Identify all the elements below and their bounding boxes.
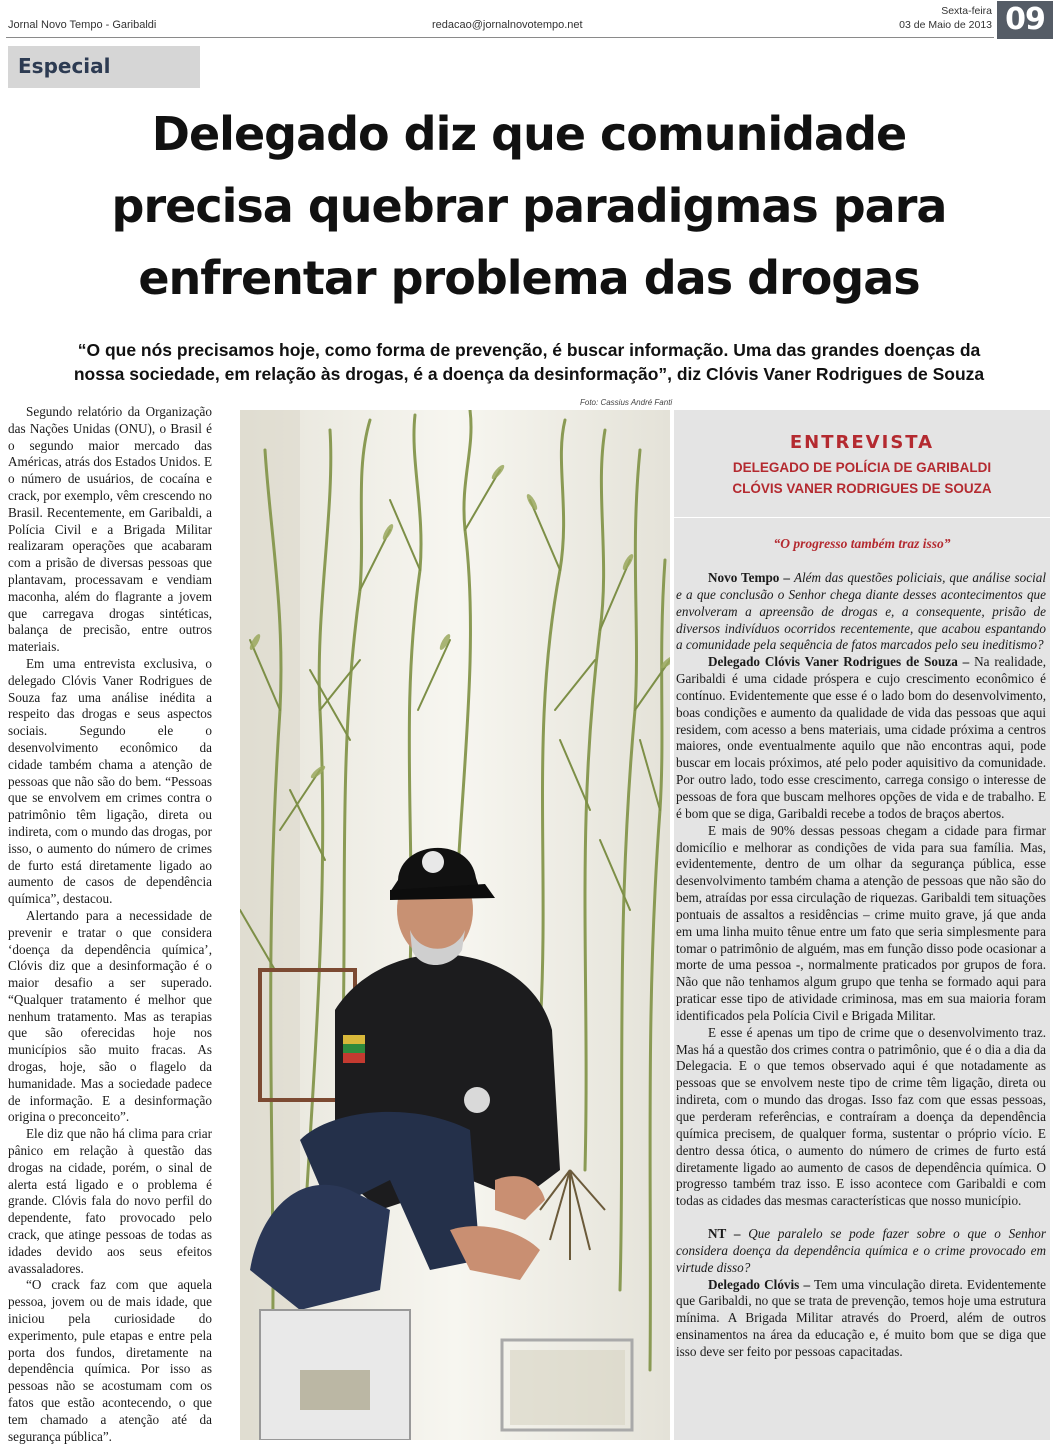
question-text: Que paralelo se pode fazer sobre o que o Senhor considera doença da dependência química e o crime provocado em virtude disso? [676, 1226, 1046, 1275]
header-divider [6, 37, 994, 38]
answer [676, 654, 1046, 822]
interview-title: ENTREVISTA [789, 432, 935, 453]
headline-line: Delegado diz que comunidade [151, 107, 907, 161]
page-header [0, 0, 1058, 40]
interview-subtitle [674, 457, 1050, 499]
article-paragraph: “O crack faz com que aquela pessoa, jovem ou de mais idade, que iniciou pela curiosidade do experimento, pule etapas e entre pela porta dos fundos, diretamente na dependência química. Por isso as pessoas não se acostumam com os fatos que estão acontecendo, o que tem chamado a atenção até da segurança pública”. [8, 1277, 212, 1444]
section-tag [8, 46, 200, 88]
answer-text: Tem uma vinculação direta. Evidentemente que Garibaldi, no que se trata de prevenção, temos hoje uma estrutura mínima. A Brigada Militar através do Proerd, além de outros ensinamentos na área da educação e, é muito bom que se diga que isso deve ser feito por pessoas capacitadas. [676, 1276, 1046, 1359]
headline-line: enfrentar problema das drogas [138, 251, 920, 305]
article-paragraph: Alertando para a necessidade de prevenir e tratar o que considera ‘doença da dependência química’, Clóvis diz que a desinformação é o maior desafio a ser superado. “Qualquer tratamento é melhor que nenhum tratamento. Mas as terapias que são oferecidas hoje nos municípios são muito fracas. As drogas, hoje, são o flagelo da humanidade. Mas a sociedade padece de informação. E a desinformação origina o preconceito”. [8, 907, 212, 1125]
interview-box [674, 410, 1050, 1440]
speaker: Delegado Clóvis Vaner Rodrigues de Souza – [708, 654, 970, 670]
deck-line: nossa sociedade, em relação às drogas, é a doença da desinformação”, diz Clóvis Vaner Rodrigues de Souza [73, 364, 985, 384]
interview-divider [674, 517, 1050, 518]
article-photo [240, 410, 670, 1440]
answer-text: Na realidade, Garibaldi é uma cidade próspera e cujo crescimento econômico é contínuo. Evidentemente que esse é o lado bom do desenvolvimento, boas condições e aumento da qualidade de vida das pessoas que aqui residem, com acesso a bens materiais, uma cidade próxima a centros maiores, onde eventualmente aquilo que não encontras aqui, pode buscar em locais próximos, até pelo poder aquisitivo da comunidade. Por outro lado, todo esse crescimento, carrega consigo o interesse de pessoas de fora que buscam melhores opções de vida e de trabalho. E é bom que se diga, Garibaldi recebe a todos de braços abertos. [676, 654, 1046, 821]
deck-line: “O que nós precisamos hoje, como forma de prevenção, é buscar informação. Uma das grandes doenças da [77, 340, 981, 360]
answer-paragraph: E esse é apenas um tipo de crime que o desenvolvimento traz. Mas há a questão dos crimes contra o patrimônio, que é o dia a dia da Delegacia. E o que temos observado aqui é que notadamente as pessoas que se envolvem neste tipo de crime têm ligação, direta ou indireta, com o mundo das drogas. Isso faz com que essas pessoas, que perderam referências, e contraíram a doença da dependência química precisem, de qualquer forma, sustentar o próprio vício. E dentro dessa ótica, o aumento do número de crimes de furto está diretamente ligado ao aumento de casos de dependência química. O progresso também traz isso. E isso acontece com Garibaldi e com todas as cidades das mesmas características que nosso município. [676, 1024, 1046, 1209]
article-paragraph: Em uma entrevista exclusiva, o delegado Clóvis Vaner Rodrigues de Souza faz uma análise inédita a respeito das drogas e seus aspectos sociais. Segundo ele o desenvolvimento econômico da cidade também chama a atenção de pessoas que não são do bem. “Pessoas que se envolvem em crimes contra o patrimônio têm ligação, direta ou indireta, com o mundo das drogas, por isso, o aumento do número de crimes de furto está diretamente ligado ao aumento de casos de dependência química”, destacou. [8, 655, 212, 907]
issue-date [888, 4, 992, 32]
question [676, 570, 1046, 654]
article-column [8, 404, 212, 1445]
newsroom-email[interactable]: redacao@jornalnovotempo.net [432, 19, 583, 31]
speaker: Delegado Clóvis – [708, 1276, 811, 1292]
photo-credit: Foto: Cassius André Fanti [580, 398, 673, 407]
interviewee-role: DELEGADO DE POLÍCIA DE GARIBALDI [732, 460, 992, 475]
page-number: 09 [997, 1, 1053, 39]
headline-line: precisa quebrar paradigmas para [111, 179, 947, 233]
interview-body [676, 570, 1046, 1361]
photo-illustration [240, 410, 670, 1440]
interviewee-name: CLÓVIS VANER RODRIGUES DE SOUZA [732, 481, 992, 496]
weekday: Sexta-feira [941, 5, 992, 17]
speaker: Novo Tempo – [708, 570, 790, 585]
deck-quote [20, 338, 1038, 386]
article-paragraph: Segundo relatório da Organização das Nações Unidas (ONU), o Brasil é o segundo maior mercado das Américas, atrás dos Estados Unidos. E o número de usuários, de cocaína e crack, por exemplo, vêm crescendo no Brasil. Recentemente, em Garibaldi, a Polícia Civil e a Brigada Militar realizaram operações que acabaram com a prisão de diversas pessoas que plantavam, processavam e vendiam maconha, além do flagrante a jovem que carregava drogas sintéticas, balança de precisão, entre outros materiais. [8, 404, 213, 655]
date: 03 de Maio de 2013 [899, 19, 992, 31]
answer [676, 1277, 1046, 1361]
question-text: Além das questões policiais, que análise social e a que conclusão o Senhor chega diante desses acontecimentos que envolveram a apreensão de drogas e, a consequente, prisão de diversos indivíduos ocorridos recentemente, que acabou espantando a comunidade pela sequência de fatos marcados pelo seu ineditismo? [676, 570, 1047, 653]
answer-paragraph: E mais de 90% dessas pessoas chegam a cidade para firmar domicílio e melhorar as condições de vida para sua família. Mas, evidentemente, dentro de um olhar da segurança pública, esse desenvolvimento também chama a atenção de pessoas que não são do bem, atraídas por essa circulação de riquezas. Garibaldi tem situações pontuais de assaltos a residências – crime muito grave, já que anda em uma linha muito tênue entre um fato que seria simplesmente para tomar o patrimônio de alguém, mas em função disso pode ocasionar a morte de uma pessoa -, normalmente praticados por grupos de fora. Não que não tenhamos algum grupo que tenha se formado aqui para praticar esse tipo de atividade criminosa, mas em sua maioria foram identificados pela Polícia Civil e Brigada Militar. [676, 822, 1046, 1023]
speaker: NT – [708, 1226, 741, 1242]
section-label: Especial [18, 54, 111, 78]
question [676, 1226, 1046, 1277]
interview-pullquote: “O progresso também traz isso” [773, 536, 951, 551]
publication-name: Jornal Novo Tempo - Garibaldi [8, 19, 157, 31]
article-paragraph: Ele diz que não há clima para criar pânico em relação à questão das drogas na cidade, porém, o sinal de alerta está ligado e o problema é grande. Clóvis fala do novo perfil do dependente, fato provocado pelo crack, que atinge pessoas de todas as idades devido aos seus efeitos avassaladores. [8, 1126, 212, 1276]
headline [0, 98, 1058, 314]
interview-header [674, 418, 1050, 530]
